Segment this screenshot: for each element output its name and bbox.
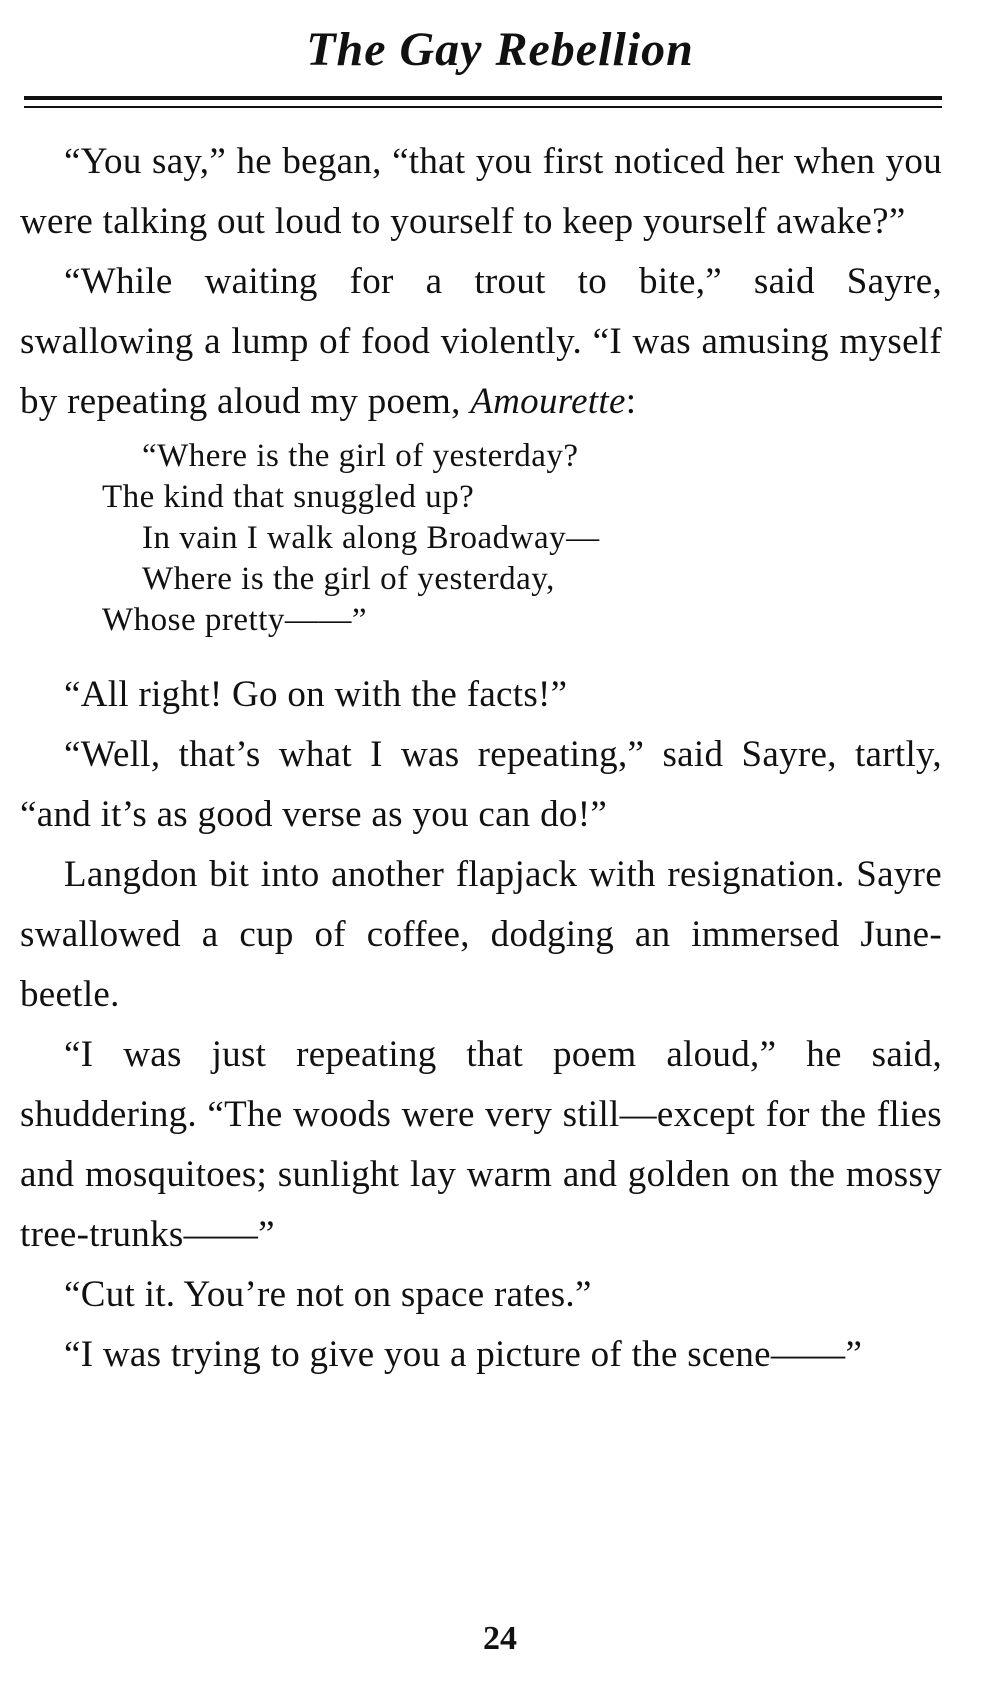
verse-line: Where is the girl of yesterday, [142,561,555,597]
header-rule-thin [24,106,942,108]
verse-line: Whose pretty——” [102,602,368,638]
verse-line: The kind that snuggled up? [102,479,475,515]
paragraph: “Cut it. You’re not on space rates.” [64,1274,592,1315]
header-rule-thick [24,96,942,100]
verse-line: In vain I walk along Broadway— [142,520,600,556]
poem-title: Amourette [470,381,626,422]
paragraph-text: “While waiting for a trout to bite,” said Sayre, swallowing a lump of food violently. “I was amusing myself by repeating aloud my poem, [20,261,942,422]
paragraph: Langdon bit into another flapjack with resignation. Sayre swallowed a cup of coffee, dodging an immersed June-beetle. [20,854,942,1015]
paragraph [20,252,942,432]
paragraph-punctuation: : [625,381,637,422]
paragraph: “I was just repeating that poem aloud,” he said, shuddering. “The woods were very still—except for the flies and mosquitoes; sunlight lay warm and golden on the mossy tree-trunks——” [20,1034,942,1255]
verse-line: “Where is the girl of yesterday? [142,438,579,474]
running-header-title: The Gay Rebellion [306,23,694,76]
paragraph: “I was trying to give you a picture of the scene——” [64,1334,863,1375]
page-number: 24 [483,1620,517,1657]
paragraph: “All right! Go on with the facts!” [64,674,568,715]
paragraph: “Well, that’s what I was repeating,” said Sayre, tartly, “and it’s as good verse as you can do!” [20,734,942,835]
body-text [20,132,942,1385]
paragraph: “You say,” he began, “that you first noticed her when you were talking out loud to yourself to keep yourself awake?” [20,141,942,242]
verse-block [20,436,942,641]
